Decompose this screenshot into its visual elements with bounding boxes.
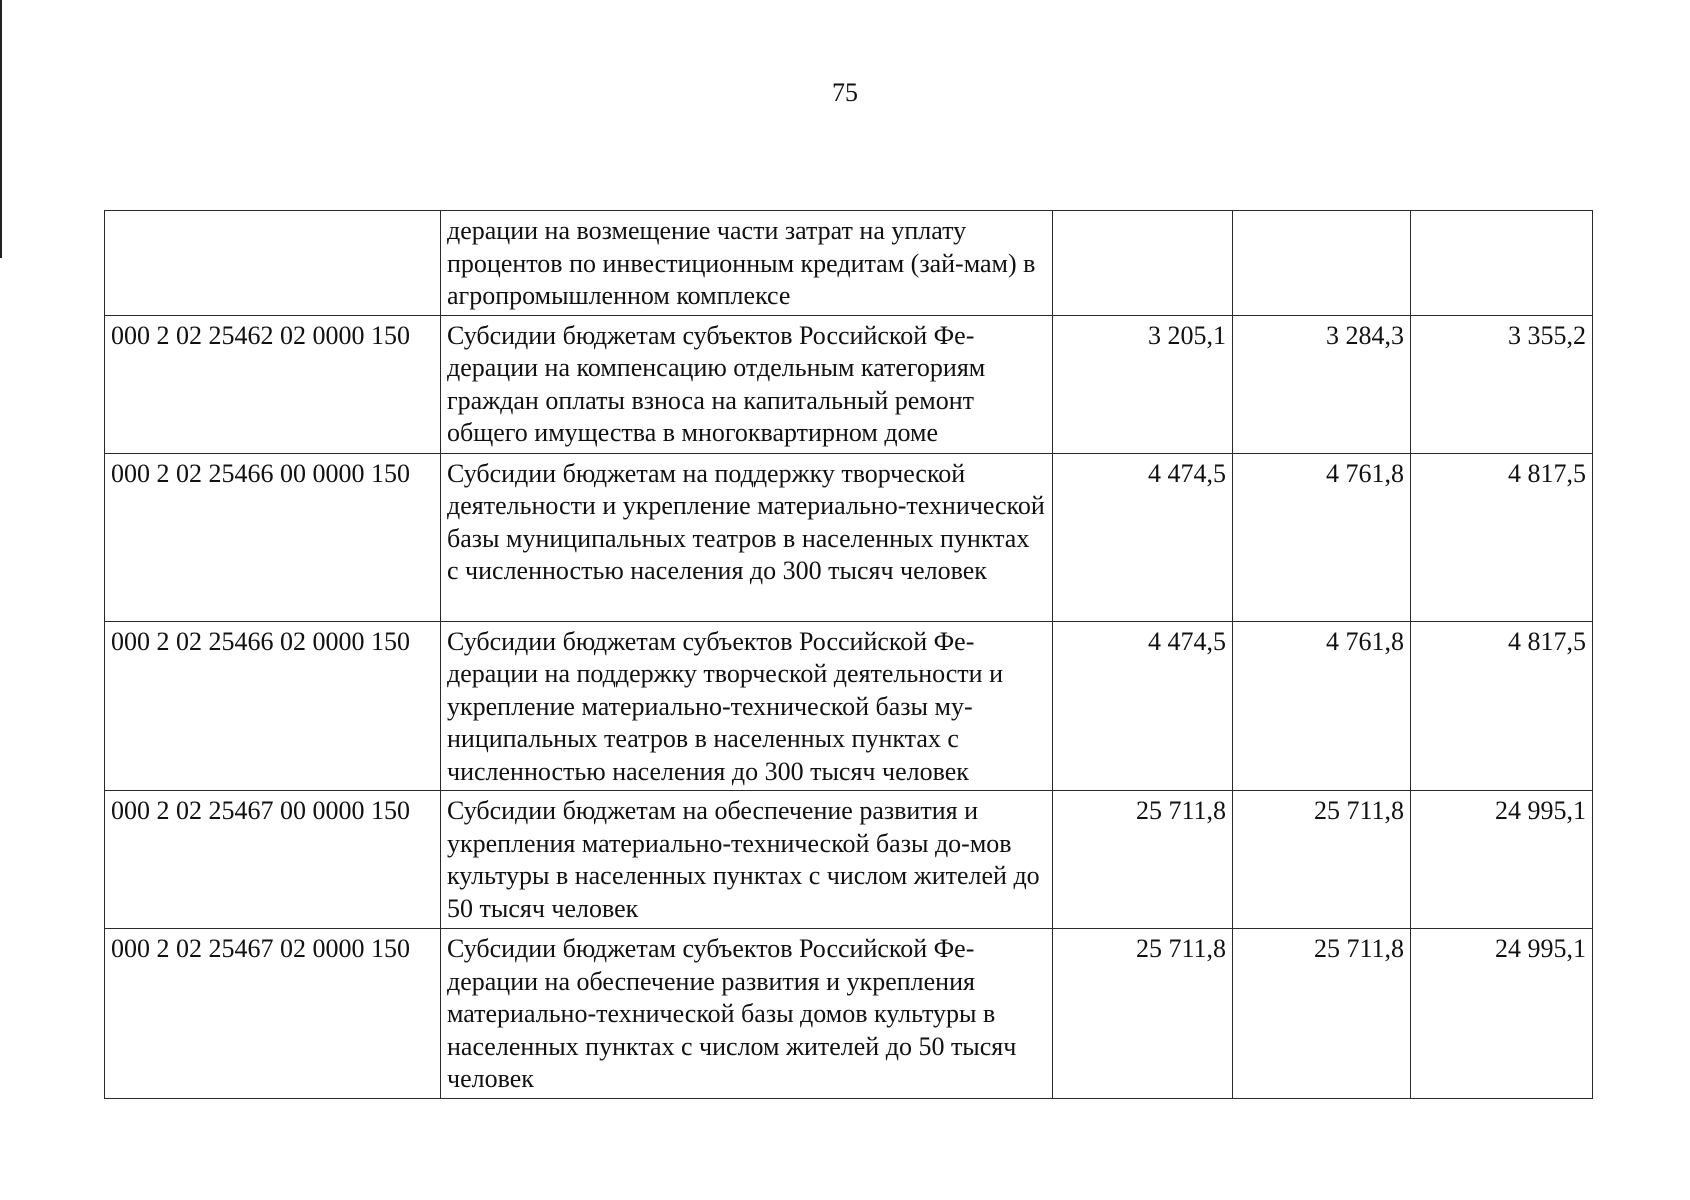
amount-year-3: 3 355,2	[1411, 315, 1593, 453]
amount-year-2: 25 711,8	[1233, 929, 1411, 1099]
amount-year-1	[1053, 211, 1233, 316]
income-description: Субсидии бюджетам субъектов Российской Фе-дерации на поддержку творческой деятельности и укрепление материально-технической базы му-ниципальных театров в населенных пунктах с численностью населения до 300 тысяч человек	[441, 621, 1053, 791]
amount-year-2: 4 761,8	[1233, 453, 1411, 621]
amount-year-1: 25 711,8	[1053, 791, 1233, 929]
page-number: 75	[832, 78, 858, 107]
budget-code: 000 2 02 25466 02 0000 150	[105, 621, 441, 791]
income-description: Субсидии бюджетам субъектов Российской Фе-дерации на обеспечение развития и укрепления материально-технической базы домов культуры в населенных пунктах с числом жителей до 50 тысяч человек	[441, 929, 1053, 1099]
budget-code	[105, 211, 441, 316]
income-description: Субсидии бюджетам на обеспечение развития и укрепления материально-технической базы до-мов культуры в населенных пунктах с числом жителей до 50 тысяч человек	[441, 791, 1053, 929]
amount-year-2	[1233, 211, 1411, 316]
budget-code: 000 2 02 25462 02 0000 150	[105, 315, 441, 453]
amount-year-3: 24 995,1	[1411, 929, 1593, 1099]
amount-year-2: 25 711,8	[1233, 791, 1411, 929]
amount-year-3	[1411, 211, 1593, 316]
table-row	[105, 315, 1593, 453]
amount-year-3: 4 817,5	[1411, 621, 1593, 791]
table-row	[105, 929, 1593, 1099]
amount-year-1: 4 474,5	[1053, 621, 1233, 791]
income-description: дерации на возмещение части затрат на уплату процентов по инвестиционным кредитам (зай-мам) в агропромышленном комплексе	[441, 211, 1053, 316]
budget-code: 000 2 02 25466 00 0000 150	[105, 453, 441, 621]
amount-year-2: 4 761,8	[1233, 621, 1411, 791]
table-row	[105, 621, 1593, 791]
table-row	[105, 453, 1593, 621]
budget-code: 000 2 02 25467 00 0000 150	[105, 791, 441, 929]
scan-edge-line	[0, 0, 2, 258]
income-description: Субсидии бюджетам на поддержку творческой деятельности и укрепление материально-технической базы муниципальных театров в населенных пунктах с численностью населения до 300 тысяч человек	[441, 453, 1053, 621]
amount-year-3: 24 995,1	[1411, 791, 1593, 929]
amount-year-2: 3 284,3	[1233, 315, 1411, 453]
amount-year-1: 25 711,8	[1053, 929, 1233, 1099]
amount-year-1: 4 474,5	[1053, 453, 1233, 621]
amount-year-3: 4 817,5	[1411, 453, 1593, 621]
table-row	[105, 211, 1593, 316]
table-row	[105, 791, 1593, 929]
income-description: Субсидии бюджетам субъектов Российской Фе-дерации на компенсацию отдельным категориям граждан оплаты взноса на капитальный ремонт общего имущества в многоквартирном доме	[441, 315, 1053, 453]
budget-code: 000 2 02 25467 02 0000 150	[105, 929, 441, 1099]
amount-year-1: 3 205,1	[1053, 315, 1233, 453]
budget-table	[104, 210, 1593, 1099]
